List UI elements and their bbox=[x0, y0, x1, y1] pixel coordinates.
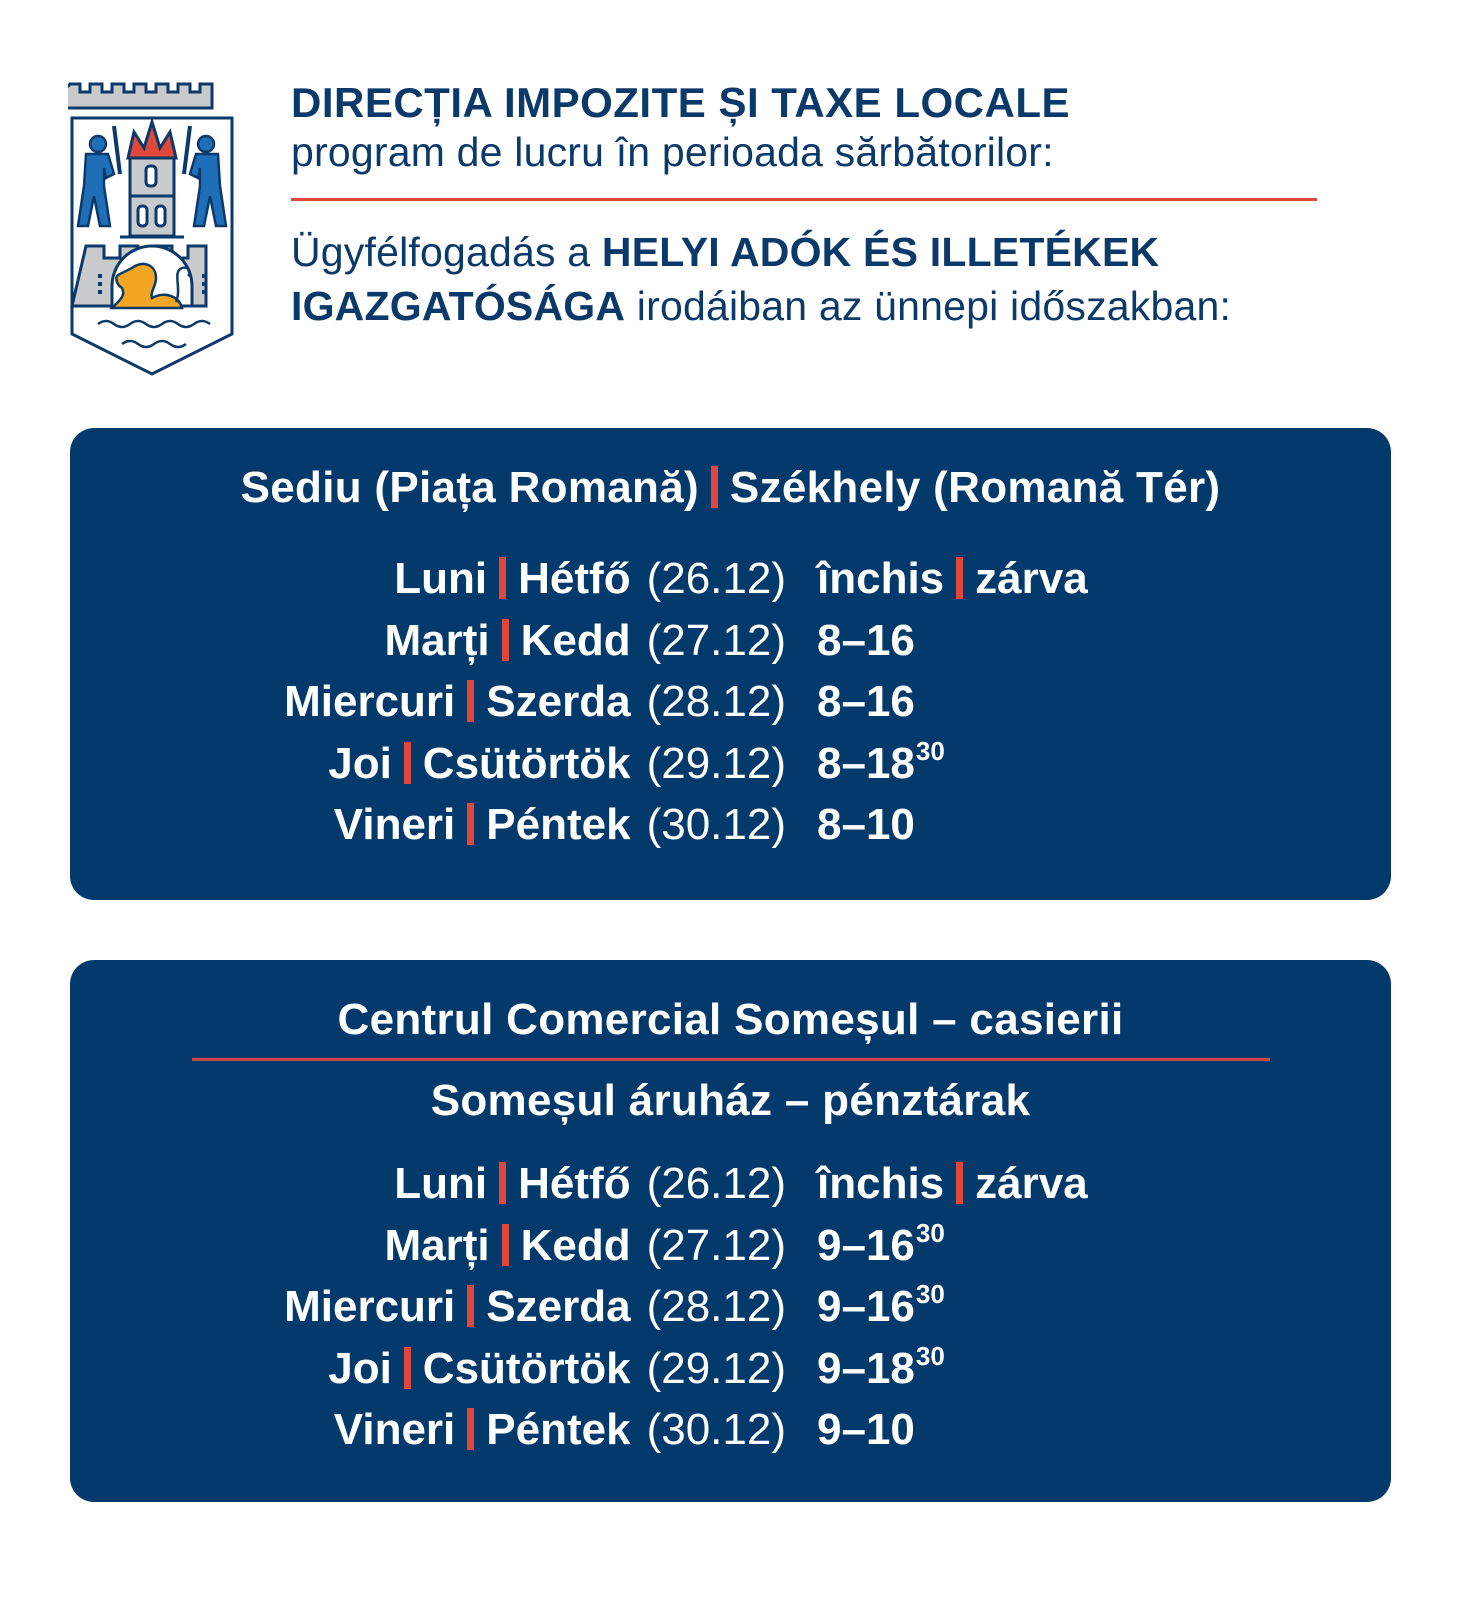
day-hu: Hétfő bbox=[518, 554, 631, 603]
hours-range: 8–16 bbox=[817, 677, 915, 726]
opening-hours bbox=[817, 1276, 945, 1338]
header bbox=[291, 78, 1401, 333]
day-hu: Kedd bbox=[520, 615, 631, 665]
day-ro: Marți bbox=[384, 1220, 490, 1270]
schedule-row bbox=[70, 1276, 1391, 1338]
date: (30.12) bbox=[646, 800, 786, 849]
separator-bar bbox=[502, 619, 509, 661]
separator-bar bbox=[467, 1408, 474, 1450]
separator-bar bbox=[404, 1347, 411, 1389]
day-ro: Joi bbox=[328, 1343, 392, 1393]
header-divider bbox=[291, 198, 1317, 201]
day-hu: Csütörtök bbox=[422, 1343, 631, 1393]
day-ro: Joi bbox=[328, 738, 392, 788]
hours-range: 9–18 bbox=[817, 1343, 915, 1393]
schedule-row bbox=[70, 1399, 1391, 1461]
hu-bold-2: IGAZGATÓSÁGA bbox=[291, 283, 626, 329]
date: (29.12) bbox=[646, 1343, 786, 1393]
department-subtitle: program de lucru în perioada sărbătorilor: bbox=[291, 129, 1054, 175]
schedule-panel-somesul bbox=[70, 960, 1391, 1502]
schedule-row bbox=[70, 671, 1391, 733]
city-coat-of-arms-icon bbox=[68, 82, 236, 378]
date: (27.12) bbox=[646, 615, 786, 665]
day-hu: Hétfő bbox=[518, 1159, 631, 1208]
separator-bar bbox=[502, 1224, 509, 1266]
day-ro: Luni bbox=[394, 1159, 488, 1208]
schedule-rows bbox=[70, 1153, 1391, 1461]
date: (30.12) bbox=[646, 1405, 786, 1454]
panel-title-ro: Sediu (Piața Romană) bbox=[240, 463, 699, 512]
day-label bbox=[328, 733, 786, 795]
day-label bbox=[384, 610, 786, 672]
day-hu: Szerda bbox=[486, 677, 631, 726]
closed-hu: zárva bbox=[975, 554, 1088, 603]
date: (27.12) bbox=[646, 1220, 786, 1270]
day-label bbox=[284, 1276, 786, 1338]
day-label bbox=[284, 671, 786, 733]
hours-range: 8–16 bbox=[817, 615, 915, 665]
hours-range: 8–10 bbox=[817, 800, 915, 849]
hu-prefix: Ügyfélfogadás a bbox=[291, 229, 591, 275]
day-ro: Vineri bbox=[333, 1405, 456, 1454]
separator-bar bbox=[467, 1285, 474, 1327]
hu-bold-1: HELYI ADÓK ÉS ILLETÉKEK bbox=[601, 229, 1160, 275]
separator-bar bbox=[467, 803, 474, 845]
hu-suffix: irodáiban az ünnepi időszakban: bbox=[636, 283, 1232, 329]
day-ro: Miercuri bbox=[284, 1282, 456, 1331]
opening-hours bbox=[817, 1153, 1088, 1215]
day-label bbox=[394, 548, 786, 610]
panel-title-line1: Centrul Comercial Someșul – casierii bbox=[337, 995, 1124, 1044]
schedule-row bbox=[70, 1215, 1391, 1277]
opening-hours bbox=[817, 1215, 945, 1277]
day-hu: Péntek bbox=[486, 800, 631, 849]
date: (26.12) bbox=[646, 554, 786, 603]
day-hu: Péntek bbox=[486, 1405, 631, 1454]
hours-range: 9–16 bbox=[817, 1220, 915, 1270]
date: (29.12) bbox=[646, 738, 786, 788]
department-title: DIRECȚIA IMPOZITE ȘI TAXE LOCALE bbox=[291, 79, 1071, 126]
schedule-rows bbox=[70, 548, 1391, 856]
day-label bbox=[328, 1338, 786, 1400]
day-label bbox=[334, 794, 786, 856]
opening-hours bbox=[817, 1338, 945, 1400]
schedule-row bbox=[70, 1338, 1391, 1400]
day-ro: Miercuri bbox=[284, 677, 456, 726]
day-hu: Kedd bbox=[520, 1220, 631, 1270]
date: (28.12) bbox=[646, 1282, 786, 1331]
day-ro: Vineri bbox=[333, 800, 456, 849]
opening-hours bbox=[817, 548, 1088, 610]
panel-divider bbox=[192, 1058, 1270, 1061]
panel-title bbox=[70, 458, 1391, 518]
day-ro: Marți bbox=[384, 615, 490, 665]
separator-bar bbox=[956, 1162, 963, 1204]
hours-range: 9–16 bbox=[817, 1282, 915, 1331]
separator-bar bbox=[404, 742, 411, 784]
hours-minutes: 30 bbox=[915, 1217, 945, 1248]
separator-bar bbox=[499, 557, 506, 599]
date: (26.12) bbox=[646, 1159, 786, 1208]
opening-hours bbox=[817, 794, 915, 856]
separator-bar bbox=[467, 680, 474, 722]
opening-hours bbox=[817, 671, 915, 733]
date: (28.12) bbox=[646, 677, 786, 726]
day-label bbox=[334, 1399, 786, 1461]
hours-range: 9–10 bbox=[817, 1405, 915, 1454]
separator-bar bbox=[711, 466, 718, 508]
day-hu: Szerda bbox=[486, 1282, 631, 1331]
day-label bbox=[384, 1215, 786, 1277]
closed-ro: închis bbox=[817, 554, 945, 603]
panel-title-line2: Someșul áruház – pénztárak bbox=[430, 1076, 1031, 1125]
opening-hours bbox=[817, 1399, 915, 1461]
closed-ro: închis bbox=[817, 1159, 945, 1208]
schedule-row bbox=[70, 733, 1391, 795]
hungarian-heading bbox=[291, 225, 1401, 333]
schedule-row bbox=[70, 548, 1391, 610]
schedule-row bbox=[70, 610, 1391, 672]
hours-minutes: 30 bbox=[915, 1279, 945, 1309]
closed-hu: zárva bbox=[975, 1159, 1088, 1208]
opening-hours bbox=[817, 733, 945, 795]
separator-bar bbox=[956, 557, 963, 599]
schedule-panel-headquarters bbox=[70, 428, 1391, 900]
schedule-row bbox=[70, 1153, 1391, 1215]
hours-minutes: 30 bbox=[915, 735, 945, 766]
opening-hours bbox=[817, 610, 915, 672]
schedule-row bbox=[70, 794, 1391, 856]
panel-title-hu: Székhely (Romană Tér) bbox=[729, 463, 1221, 512]
hours-range: 8–18 bbox=[817, 738, 915, 788]
separator-bar bbox=[499, 1162, 506, 1204]
day-ro: Luni bbox=[394, 554, 488, 603]
hours-minutes: 30 bbox=[915, 1340, 945, 1371]
day-hu: Csütörtök bbox=[422, 738, 631, 788]
day-label bbox=[394, 1153, 786, 1215]
